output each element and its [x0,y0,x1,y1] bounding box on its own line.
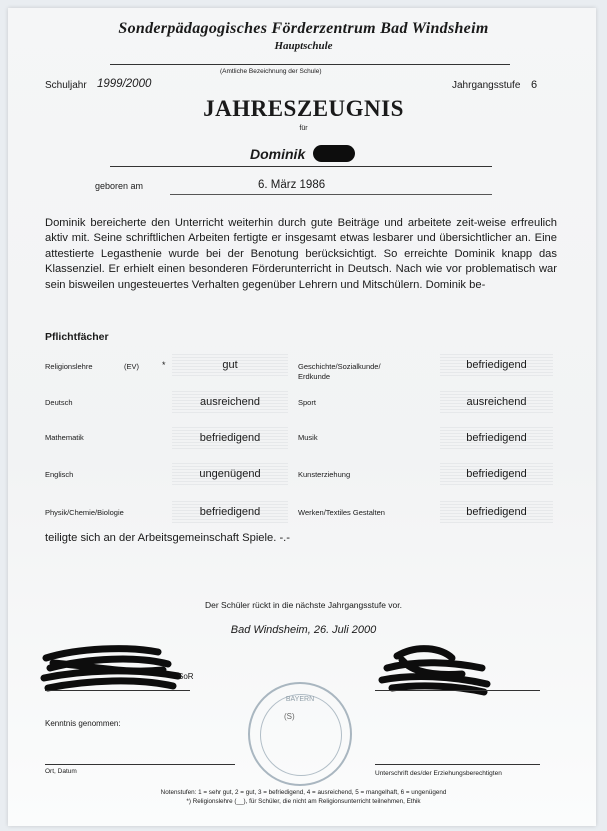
acknowledged-label: Kenntnis genommen: [45,719,121,728]
student-name: Dominik [250,146,306,162]
subject-name-werken: Werken/Textiles Gestalten [298,508,385,517]
place-date: Bad Windsheim, 26. Juli 2000 [230,624,377,636]
guardian-signature-rule [375,764,540,765]
seal-text: BAYERN [285,696,315,703]
subject-name-englisch: Englisch [45,470,74,479]
remarks-text: Dominik bereicherte den Unterricht weiterhin durch gute Beiträge und arbeitete zeit-weise erfreulich aktiv mit. Seine schriftlichen Arbeiten fertigte er insgesamt etwas lesbarer und übersichtlicher an. Eine attestierte Legasthenie wurde bei der Benotung berücksichtigt. So erreichte Dominik knapp das Klassenziel. Er erhielt einen besonderen Förderunterricht in Deutsch. Nach wie vor problematisch war sein bisweilen ungesteuertes Verhalten gegenüber Lehrern und Mitschülern. Dominik be- [45,217,557,291]
section-title: Pflichtfächer [45,331,109,343]
header-rule [110,64,510,65]
grade-kunst: befriedigend [440,463,553,485]
remarks-continuation: teiligte sich an der Arbeitsgemeinschaft Spiele. -.- [45,532,291,544]
grade-musik: befriedigend [440,427,553,449]
guardian-signature-label: Unterschrift des/der Erziehungsberechtigten [375,770,502,777]
grade-geschichte: befriedigend [440,354,553,376]
born-label: geboren am [95,181,144,191]
grade-physik: befriedigend [172,501,288,523]
grade-sport: ausreichend [440,391,553,413]
place-date-label: Ort, Datum [45,768,77,775]
document-title: JAHRESZEUGNIS [203,96,404,121]
grade-englisch: ungenügend [172,463,288,485]
grade-level-value: 6 [531,79,538,91]
official-seal [248,682,352,786]
name-redaction [313,145,355,162]
grade-mathematik: befriedigend [172,427,288,449]
signature-rule-right [375,690,540,691]
school-type: Hauptschule [274,40,333,52]
place-date-rule [45,764,235,765]
name-rule [110,166,492,167]
grade-werken: befriedigend [440,501,553,523]
subject-name-erdkunde: Erdkunde [298,372,331,381]
born-rule [170,194,492,195]
signature-rule-left [45,690,190,691]
school-year-label: Schuljahr [45,80,87,91]
subject-name-deutsch: Deutsch [45,398,73,407]
school-year-value: 1999/2000 [97,78,152,90]
grade-level-label: Jahrgangsstufe [452,80,521,91]
guardian-signature-redaction [372,638,502,698]
subject-name-sport: Sport [298,398,316,407]
subject-name-kunst: Kunsterziehung [298,470,351,479]
grade-scale-note: Notenstufen: 1 = sehr gut, 2 = gut, 3 = befriedigend, 4 = ausreichend, 5 = mangelhaft, 6 = ungenügend [160,789,447,796]
religion-footnote: *) Religionslehre (__), für Schüler, die nicht am Religionsunterricht teilnehmen, Ethik [186,798,421,805]
religion-star: * [162,360,166,370]
seal-inner-ring [260,694,342,776]
title-abbreviation: SoR [178,672,194,681]
subject-extra-religion: (EV) [124,362,139,371]
for-label: für [299,125,308,132]
principal-signature-redaction [38,638,188,698]
grade-deutsch: ausreichend [172,391,288,413]
subject-name-geschichte: Geschichte/Sozialkunde/ [298,362,381,371]
subject-name-physik: Physik/Chemie/Biologie [45,508,124,517]
born-date: 6. März 1986 [258,179,326,191]
school-name: Sonderpädagogisches Förderzentrum Bad Windsheim [118,20,489,37]
seal-mark: (S) [284,712,295,721]
subject-name-religion: Religionslehre [45,362,93,371]
subject-name-musik: Musik [298,433,318,442]
official-note: (Amtliche Bezeichnung der Schule) [220,68,322,75]
subject-name-mathematik: Mathematik [45,433,84,442]
grade-religion: gut [172,354,288,376]
promotion-statement: Der Schüler rückt in die nächste Jahrgangsstufe vor. [204,600,403,610]
